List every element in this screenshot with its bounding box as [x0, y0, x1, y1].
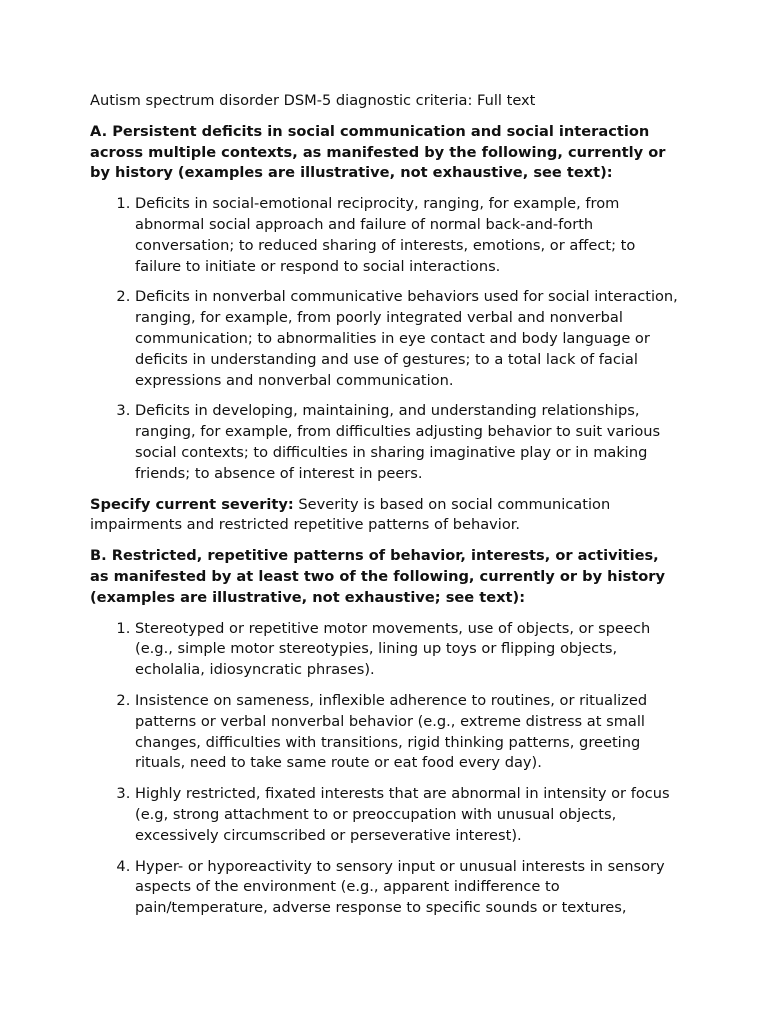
section-b-list	[90, 619, 682, 919]
section-b-item-4: 4. Hyper- or hyporeactivity to sensory input or unusual interests in sensory aspects of the environment (e.g., apparent indifference to pain/temperature, adverse response to specific sounds or textures,	[135, 857, 682, 919]
section-b-item-1: 1. Stereotyped or repetitive motor movements, use of objects, or speech (e.g., simple motor stereotypies, lining up toys or flipping objects, echolalia, idiosyncratic phrases).	[135, 619, 682, 681]
section-a-item-1: 1. Deficits in social-emotional reciprocity, ranging, for example, from abnormal social approach and failure of normal back-and-forth conversation; to reduced sharing of interests, emotions, or affect; to failure to initiate or respond to social interactions.	[135, 194, 682, 277]
document-title: Autism spectrum disorder DSM-5 diagnostic criteria: Full text	[90, 92, 536, 109]
document-page	[90, 91, 682, 929]
section-b-item-3: 3. Highly restricted, fixated interests that are abnormal in intensity or focus (e.g, strong attachment to or preoccupation with unusual objects, excessively circumscribed or perseverative interest).	[135, 784, 682, 846]
section-a-heading: A. Persistent deficits in social communication and social interaction across multiple contexts, as manifested by the following, currently or by history (examples are illustrative, not exhaustive, see text):	[90, 122, 666, 182]
section-b-heading: B. Restricted, repetitive patterns of behavior, interests, or activities, as manifested by at least two of the following, currently or by history (examples are illustrative, not exhaustive; see text):	[90, 547, 665, 606]
severity-paragraph	[90, 495, 682, 537]
severity-text: Severity is based on social communication impairments and restricted repetitive patterns of behavior.	[90, 495, 611, 534]
section-a-list	[90, 194, 682, 484]
section-b-item-2: 2. Insistence on sameness, inflexible adherence to routines, or ritualized patterns or verbal nonverbal behavior (e.g., extreme distress at small changes, difficulties with transitions, rigid thinking patterns, greeting rituals, need to take same route or eat food every day).	[135, 691, 682, 774]
severity-label: Specify current severity:	[90, 495, 294, 513]
section-a-item-3: 3. Deficits in developing, maintaining, and understanding relationships, ranging, for example, from difficulties adjusting behavior to suit various social contexts; to difficulties in sharing imaginative play or in making friends; to absence of interest in peers.	[135, 401, 682, 484]
section-a-item-2: 2. Deficits in nonverbal communicative behaviors used for social interaction, ranging, for example, from poorly integrated verbal and nonverbal communication; to abnormalities in eye contact and body language or deficits in understanding and use of gestures; to a total lack of facial expressions and nonverbal communication.	[135, 287, 682, 391]
